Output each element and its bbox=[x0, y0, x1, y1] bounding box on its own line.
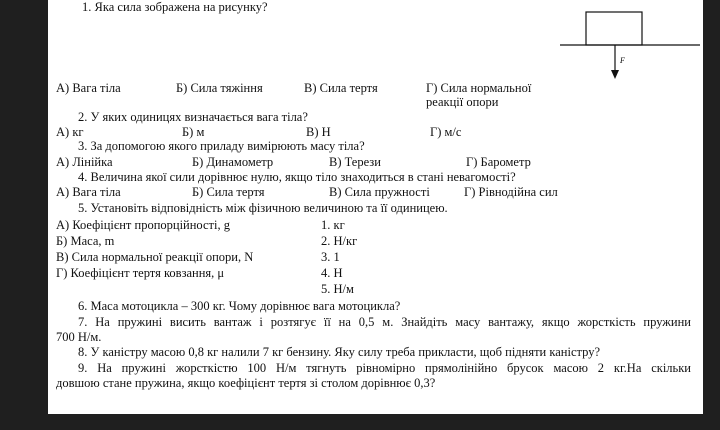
question-7-line-2: 700 Н/м. bbox=[56, 330, 102, 344]
force-label: F bbox=[620, 56, 625, 65]
q3-option-d: Г) Барометр bbox=[466, 155, 531, 169]
q5-right-1: 1. кг bbox=[321, 218, 345, 232]
q2-option-d: Г) м/с bbox=[430, 125, 462, 139]
q5-left-c: В) Сила нормальної реакції опори, N bbox=[56, 250, 254, 264]
question-8: 8. У каністру масою 0,8 кг налили 7 кг бензину. Яку силу треба прикласти, щоб підняти каністру? bbox=[78, 345, 601, 359]
question-5: 5. Установіть відповідність між фізичною величиною та її одиницею. bbox=[78, 201, 448, 215]
q5-right-4: 4. Н bbox=[321, 266, 343, 280]
q4-option-a: А) Вага тіла bbox=[56, 185, 121, 199]
force-arrowhead bbox=[611, 70, 619, 79]
q5-left-b: Б) Маса, m bbox=[56, 234, 115, 248]
q4-option-d: Г) Рівнодійна сил bbox=[464, 185, 558, 199]
q4-option-c: В) Сила пружності bbox=[329, 185, 430, 199]
question-9-line-1: 9. На пружині жорсткістю 100 Н/м тягнуть рівномірно прямолінійно брусок масою 2 кг.На скільки bbox=[78, 361, 691, 375]
question-4: 4. Величина якої сили дорівнює нулю, якщо тіло знаходиться в стані невагомості? bbox=[78, 170, 516, 184]
q4-option-b: Б) Сила тертя bbox=[192, 185, 265, 199]
q2-option-b: Б) м bbox=[182, 125, 205, 139]
question-9-line-2: довшою стане пружина, якщо коефіцієнт тертя зі столом дорівнює 0,3? bbox=[56, 376, 436, 390]
q5-left-d: Г) Коефіцієнт тертя ковзання, μ bbox=[56, 266, 225, 280]
block bbox=[586, 12, 642, 45]
q1-option-b: Б) Сила тяжіння bbox=[176, 81, 263, 95]
q3-option-a: А) Лінійка bbox=[56, 155, 113, 169]
q5-right-3: 3. 1 bbox=[321, 250, 340, 264]
q3-option-b: Б) Динамометр bbox=[192, 155, 274, 169]
q1-option-a: А) Вага тіла bbox=[56, 81, 121, 95]
q1-option-d: Г) Сила нормальної bbox=[426, 81, 532, 95]
q2-option-a: А) кг bbox=[56, 125, 84, 139]
q5-right-2: 2. Н/кг bbox=[321, 234, 358, 248]
question-3: 3. За допомогою якого приладу вимірюють масу тіла? bbox=[78, 139, 365, 153]
question-7-line-1: 7. На пружині висить вантаж і розтягує її на 0,5 м. Знайдіть масу вантажу, якщо жорсткість пружини bbox=[78, 315, 691, 329]
q3-option-c: В) Терези bbox=[329, 155, 381, 169]
question-2: 2. У яких одиницях визначається вага тіла? bbox=[78, 110, 308, 124]
force-diagram bbox=[560, 10, 703, 90]
test-sheet bbox=[48, 0, 703, 414]
question-1: 1. Яка сила зображена на рисунку? bbox=[82, 0, 268, 14]
question-6: 6. Маса мотоцикла – 300 кг. Чому дорівнює вага мотоцикла? bbox=[78, 299, 401, 313]
q1-option-d-cont: реакції опори bbox=[426, 95, 499, 109]
q1-option-c: В) Сила тертя bbox=[304, 81, 378, 95]
q2-option-c: В) Н bbox=[306, 125, 331, 139]
q5-left-a: А) Коефіцієнт пропорційності, g bbox=[56, 218, 230, 232]
q5-right-5: 5. Н/м bbox=[321, 282, 354, 296]
